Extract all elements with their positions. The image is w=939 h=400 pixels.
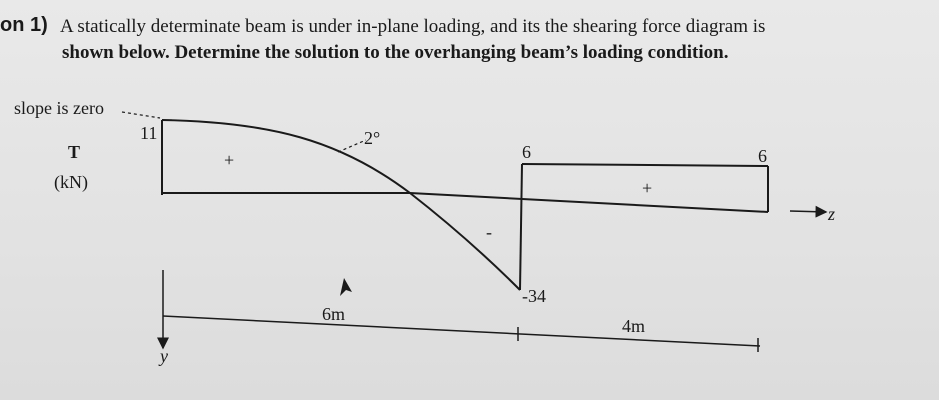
question-number: on 1) [0, 14, 48, 36]
z-axis-label: z [828, 204, 836, 224]
span-left-label: 6m [322, 304, 346, 324]
dimension-line [163, 316, 760, 346]
value-left-start: 11 [140, 123, 158, 143]
right-region-top [522, 164, 768, 166]
value-curve-angle: 2° [364, 128, 381, 148]
sign-negative: - [486, 222, 492, 242]
shear-curve [162, 120, 520, 290]
value-jump-top: 6 [522, 142, 531, 162]
sign-positive-left: + [224, 150, 235, 170]
shear-axis-symbol: T [68, 142, 81, 162]
tangent-dash [338, 140, 366, 152]
sign-positive-right: + [642, 178, 653, 198]
support-jump [520, 164, 522, 290]
y-axis-label: y [160, 346, 168, 366]
value-min: -34 [522, 286, 546, 306]
slope-note: slope is zero [14, 98, 104, 118]
value-right-end: 6 [758, 146, 767, 166]
question-text-line-2: shown below. Determine the solution to the overhanging beam’s loading condition. [62, 42, 729, 63]
slope-note-pointer [122, 112, 160, 118]
arrow-mark-icon [340, 278, 352, 296]
question-text-line-1: A statically determinate beam is under in-plane loading, and its the shearing force diagram is [60, 16, 766, 37]
span-right-label: 4m [622, 316, 646, 336]
shear-axis-unit: (kN) [54, 172, 88, 192]
z-axis-arrow [790, 211, 826, 212]
zero-axis [410, 193, 768, 212]
